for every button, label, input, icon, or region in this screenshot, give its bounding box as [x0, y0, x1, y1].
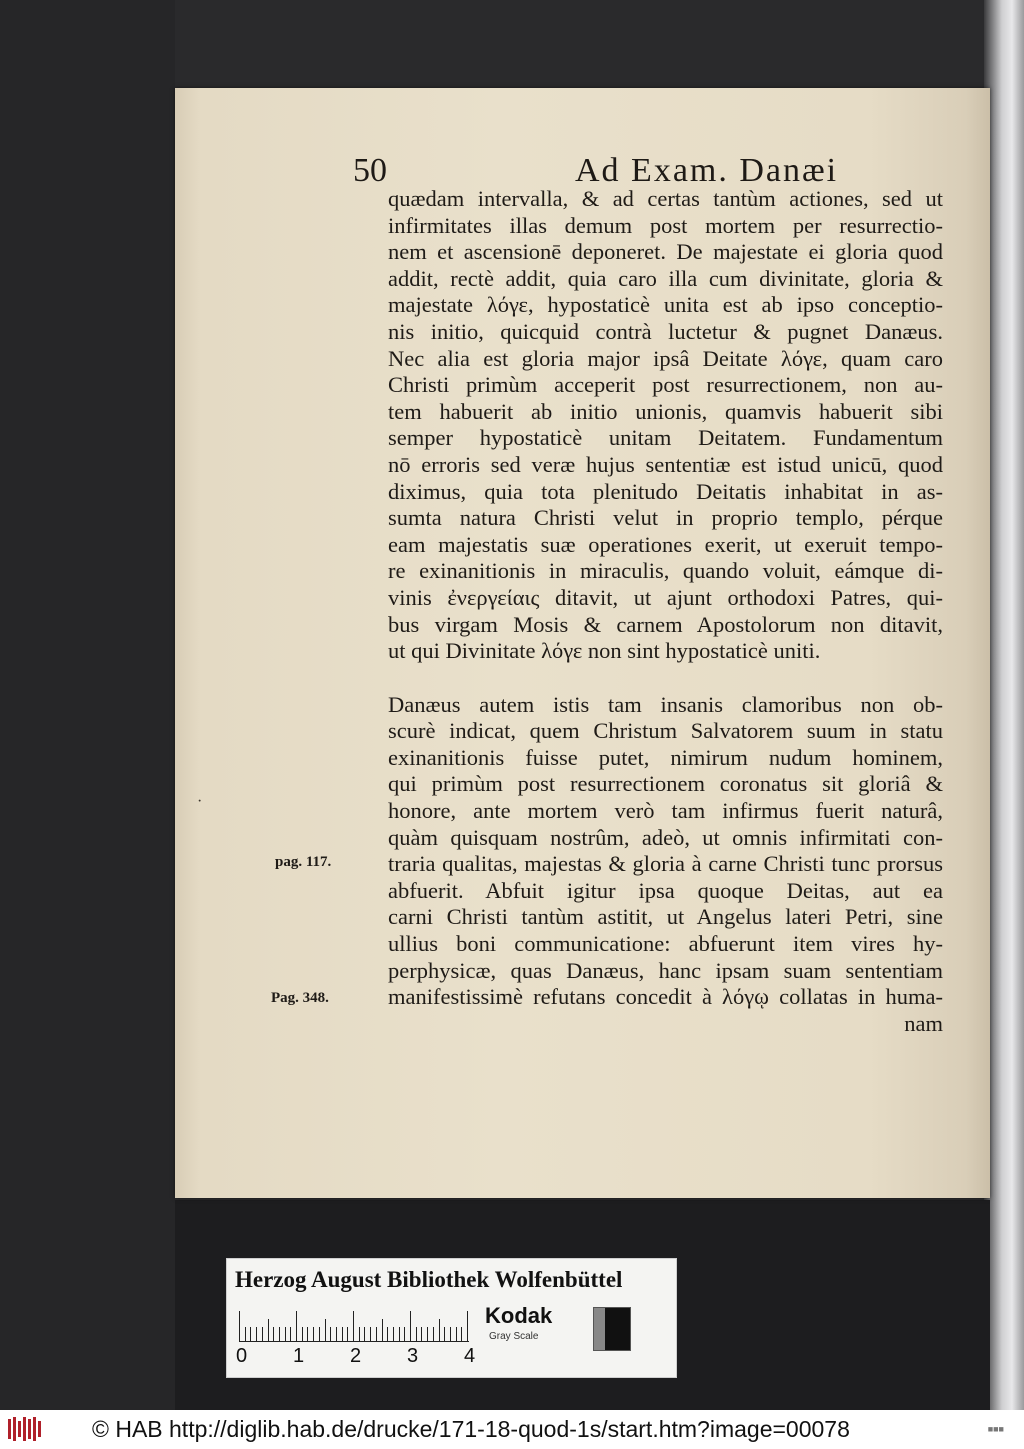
text-line: honore, ante mortem verò tam infirmus fuerit naturâ, [388, 798, 943, 824]
ruler-tick [439, 1319, 440, 1341]
ruler-tick [296, 1311, 297, 1341]
ruler-label-4: 4 [464, 1345, 476, 1367]
ruler-tick [256, 1327, 257, 1341]
copyright-url: © HAB http://diglib.hab.de/drucke/171-18-quod-1s/start.htm?image=00078 [92, 1416, 850, 1442]
ruler-tick [353, 1311, 354, 1341]
ruler-tick [444, 1327, 445, 1341]
text-line: carni Christi tantùm astitit, ut Angelus lateri Petri, sine [388, 904, 943, 930]
ruler-label-3: 3 [407, 1345, 419, 1367]
text-line: manifestissimè refutans concedit à λόγῳ collatas in huma- [388, 984, 943, 1010]
book-page [175, 88, 990, 1198]
ruler-tick [376, 1327, 377, 1341]
ruler-baseline [239, 1341, 469, 1342]
ruler-tick [342, 1327, 343, 1341]
ruler-label-0: 0 [236, 1345, 248, 1367]
ruler-tick [336, 1327, 337, 1341]
text-line: eam majestatis suæ operationes exerit, ut exeruit tempo- [388, 531, 943, 557]
ruler-tick [364, 1327, 365, 1341]
ruler-tick [359, 1327, 360, 1341]
margin-note-pag-117: pag. 117. [275, 854, 332, 870]
ruler-tick [410, 1311, 411, 1341]
ruler-tick [290, 1327, 291, 1341]
ruler-tick [382, 1319, 383, 1341]
ruler-tick [404, 1327, 405, 1341]
text-line: addit, rectè addit, quia caro illa cum divinitate, gloria & [388, 265, 943, 291]
text-line: scurè indicat, quem Christum Salvatorem suum in statu [388, 718, 943, 744]
ruler-label-2: 2 [350, 1345, 362, 1367]
ruler-tick [273, 1327, 274, 1341]
ruler-tick [245, 1327, 246, 1341]
measurement-ruler [239, 1311, 469, 1343]
ruler-tick [262, 1327, 263, 1341]
scan-background-left [0, 0, 175, 1410]
ruler-tick [461, 1327, 462, 1341]
text-line: nis initio, quicquid contrà luctetur & pugnet Danæus. [388, 318, 943, 344]
text-line: ullius boni communicatione: abfuerunt item vires hy- [388, 931, 943, 957]
running-head: Ad Exam. Danæi [575, 152, 839, 189]
text-line: bus virgam Mosis & carnem Apostolorum non ditavit, [388, 611, 943, 637]
text-line: re exinanitionis in miraculis, quando voluit, eámque di- [388, 558, 943, 584]
ruler-tick [307, 1327, 308, 1341]
text-line: diximus, quia tota plenitudo Deitatis inhabitat in as- [388, 478, 943, 504]
text-line: nem et ascensionē deponeret. De majestate ei gloria quod [388, 239, 943, 265]
body-text [388, 186, 943, 1037]
ruler-tick [421, 1327, 422, 1341]
library-name: Herzog August Bibliothek Wolfenbüttel [235, 1267, 623, 1292]
text-line: quàm quisquam nostrûm, adeò, ut omnis infirmitati con- [388, 824, 943, 850]
text-line: exinanitionis fuisse putet, nimirum nudum hominem, [388, 744, 943, 770]
text-line: quædam intervalla, & ad certas tantùm actiones, sed ut [388, 186, 943, 211]
text-line: Danæus autem istis tam insanis clamoribus non ob- [388, 691, 943, 717]
kodak-logo: Kodak [485, 1303, 553, 1328]
ruler-tick [416, 1327, 417, 1341]
text-line: semper hypostaticè unitam Deitatem. Fundamentum [388, 425, 943, 451]
ruler-tick [239, 1311, 240, 1341]
ruler-tick [330, 1327, 331, 1341]
footer-bar [0, 1410, 1024, 1449]
page-number: 50 [353, 152, 387, 189]
text-line: Christi primùm acceperit post resurrectionem, non au- [388, 372, 943, 398]
text-line: abfuerit. Abfuit igitur ipsa quoque Deitas, aut ea [388, 877, 943, 903]
ruler-tick [456, 1327, 457, 1341]
text-line: majestate λόγε, hypostaticè unita est ab ipso conceptio- [388, 292, 943, 318]
ruler-tick [319, 1327, 320, 1341]
ruler-tick [370, 1327, 371, 1341]
gray-scale-patch [593, 1307, 631, 1351]
scan-background-right [984, 0, 1024, 1410]
text-line: perphysicæ, quas Danæus, hanc ipsam suam sententiam [388, 957, 943, 983]
text-line: Nec alia est gloria major ipsâ Deitate λόγε, quam caro [388, 345, 943, 371]
ruler-tick [393, 1327, 394, 1341]
text-line: traria qualitas, majestas & gloria à carne Christi tunc prorsus [388, 851, 943, 877]
ruler-tick [302, 1327, 303, 1341]
ruler-tick [399, 1327, 400, 1341]
footer-page-code: ■■■ [987, 1424, 1004, 1434]
ruler-tick [387, 1327, 388, 1341]
text-line: vinis ἐνεργείαις ditavit, ut ajunt orthodoxi Patres, qui- [388, 584, 943, 610]
ruler-tick [450, 1327, 451, 1341]
margin-note-pag-348: Pag. 348. [271, 990, 329, 1006]
ruler-tick [433, 1327, 434, 1341]
margin-mark: · [197, 793, 203, 810]
text-line: nam [904, 1010, 943, 1036]
ruler-tick [268, 1319, 269, 1341]
text-line: ut qui Divinitate λόγε non sint hypostaticè uniti. [388, 638, 821, 664]
hab-logo-icon [6, 1415, 46, 1443]
gray-scale-label: Gray Scale [489, 1331, 539, 1342]
text-line: nō erroris sed veræ hujus sententiæ est istud unicū, quod [388, 451, 943, 477]
ruler-tick [250, 1327, 251, 1341]
text-line: tem habuerit ab initio unionis, quamvis habuerit sibi [388, 398, 943, 424]
text-line: infirmitates illas demum post mortem per resurrectio- [388, 212, 943, 238]
ruler-tick [313, 1327, 314, 1341]
ruler-tick [347, 1327, 348, 1341]
text-line: sumta natura Christi velut in proprio templo, pérque [388, 505, 943, 531]
color-scale-card [226, 1258, 677, 1378]
ruler-tick [427, 1327, 428, 1341]
paragraph-gap [388, 665, 943, 692]
text-line: qui primùm post resurrectionem coronatus sit gloriâ & [388, 771, 943, 797]
ruler-label-1: 1 [293, 1345, 305, 1367]
ruler-tick [467, 1311, 468, 1341]
ruler-tick [325, 1319, 326, 1341]
ruler-tick [279, 1327, 280, 1341]
ruler-tick [285, 1327, 286, 1341]
